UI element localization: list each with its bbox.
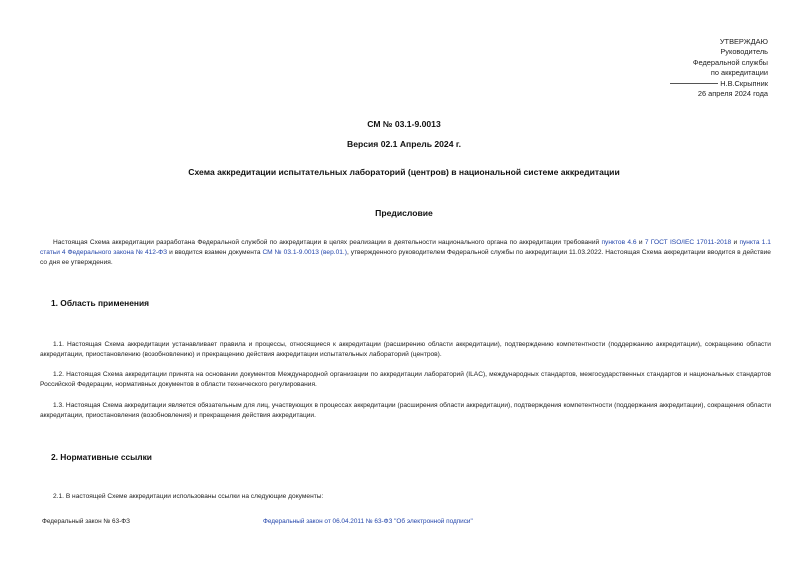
preface-text: , утвержденного руководителем Федеральной службы по аккредитации 11.03.2022. Настоящая Схема аккредитации вводится в действие со дня ее утверждения. <box>40 249 771 267</box>
preface-text: и вводится взамен документа <box>167 249 263 257</box>
approval-date: 26 апреля 2024 года <box>697 89 768 99</box>
section-paragraph: 2.1. В настоящей Схеме аккредитации использованы ссылки на следующие документы: <box>53 493 324 500</box>
approval-position-line: Руководитель <box>720 47 768 57</box>
preface-text: Настоящая Схема аккредитации разработана Федеральной службой по аккредитации в целях реализации в деятельности национального органа по аккредитации требований <box>53 239 602 246</box>
link-federal-law-412[interactable]: пункта 1.1 статьи 4 Федерального закона № 412-ФЗ <box>40 239 771 257</box>
section-heading-scope: 1. Область применения <box>51 298 149 308</box>
preface-text: и <box>731 239 740 246</box>
section-paragraph: 1.2. Настоящая Схема аккредитации принята на основании документов Международной организации по аккредитации лабораторий (ILAC), международных стандартов, межгосударственных стандартов и национальных стандартов Российской Федерации, нормативных документов в области технического регулирования. <box>40 371 771 389</box>
document-title: Схема аккредитации испытательных лабораторий (центров) в национальной системе аккредитации <box>188 167 620 177</box>
link-gost-clause-4-6[interactable]: пунктов 4.6 <box>601 239 637 246</box>
preface-heading: Предисловие <box>375 208 433 218</box>
signature-line <box>670 83 718 84</box>
section-paragraph: 1.3. Настоящая Схема аккредитации является обязательным для лиц, участвующих в процессах аккредитации (расширения области аккредитации), подтверждения компетентности (поддержания аккредитации), сокращения области аккредитации, приостановления (возобновления) и прекращения действия аккредитации. <box>40 402 771 420</box>
link-previous-scheme-version[interactable]: СМ № 03.1-9.0013 (вер.01.) <box>262 249 347 257</box>
link-gost-iso-iec-17011[interactable]: 7 ГОСТ ISO/IEC 17011-2018 <box>644 239 732 246</box>
approval-position-line: Федеральной службы <box>692 57 768 67</box>
document-number: СМ № 03.1-9.0013 <box>367 119 441 129</box>
section-heading-references: 2. Нормативные ссылки <box>51 452 152 462</box>
section-paragraph: 1.1. Настоящая Схема аккредитации устанавливает правила и процессы, относящиеся к аккредитации (расширению области аккредитации), подтверждению компетентности (поддержанию аккредитации), сокращению области аккредитации, приостановлению (возобновлению) и прекращению действия аккредитации испытательных лабораторий (центров). <box>40 341 771 359</box>
approval-position-line: по аккредитации <box>710 68 768 78</box>
approval-stamp: УТВЕРЖДАЮ <box>719 37 768 46</box>
approval-signer-row <box>670 79 768 89</box>
preface-text: и <box>636 239 645 246</box>
footer-law-link[interactable]: Федеральный закон от 06.04.2011 № 63-ФЗ "Об электронной подписи" <box>263 518 473 525</box>
approval-block <box>670 37 768 99</box>
preface-paragraph <box>40 238 771 269</box>
footer-law-label: Федеральный закон № 63-ФЗ <box>42 518 130 525</box>
document-version: Версия 02.1 Апрель 2024 г. <box>347 139 461 149</box>
approval-signer: Н.В.Скрыпник <box>720 78 768 88</box>
